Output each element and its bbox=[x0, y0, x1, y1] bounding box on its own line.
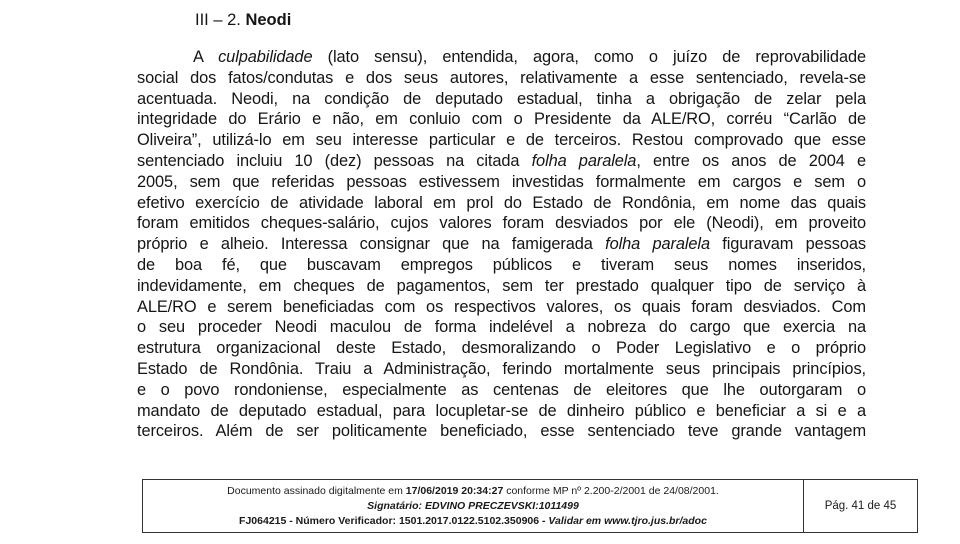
signature-line-1: Documento assinado digitalmente em 17/06/2019 20:34:27 conforme MP nº 2.200-2/2001 de 24/08/2001. bbox=[227, 484, 719, 497]
text-line bbox=[137, 130, 866, 151]
text-run: mandato de deputado estadual, para locupletar-se de dinheiro público e beneficiar a si e a bbox=[137, 401, 866, 420]
text-line bbox=[137, 297, 866, 318]
text-run: de boa fé, que buscavam empregos públicos e tiveram seus nomes inseridos, bbox=[137, 255, 866, 274]
text-run: acentuada. Neodi, na condição de deputado estadual, tinha a obrigação de zelar pela bbox=[137, 89, 866, 108]
validation-link: - Validar em www.tjro.jus.br/adoc bbox=[539, 514, 707, 527]
text-run: Estado de Rondônia. Traiu a Administração, ferindo mortalmente seus principais princípios, bbox=[137, 359, 866, 378]
text-line bbox=[137, 401, 866, 422]
text-run: estrutura organizacional deste Estado, desmoralizando o Poder Legislativo e o próprio bbox=[137, 339, 866, 358]
signature-datetime: 17/06/2019 20:34:27 bbox=[405, 484, 504, 497]
text-line bbox=[137, 276, 866, 297]
paragraph bbox=[137, 47, 866, 442]
text-line bbox=[137, 151, 866, 172]
text-line bbox=[137, 213, 866, 234]
text-run: 2005, sem que referidas pessoas estivessem investidas formalmente em cargos e sem o bbox=[137, 172, 866, 191]
text-line bbox=[137, 234, 866, 255]
text-line bbox=[137, 89, 866, 110]
text-line bbox=[137, 193, 866, 214]
text-line bbox=[137, 380, 866, 401]
text-line bbox=[137, 255, 866, 276]
signature-line-2: Signatário: EDVINO PRECZEVSKI:1011499 bbox=[367, 499, 579, 512]
signature-footer bbox=[142, 479, 918, 533]
italic-term: folha paralela bbox=[605, 235, 710, 254]
text-line bbox=[137, 109, 866, 130]
text-run: terceiros. Além de ser politicamente beneficiado, esse sentenciado teve grande vantagem bbox=[137, 422, 866, 441]
text-run: integridade do Erário e não, em conluio com o Presidente da ALE/RO, corréu “Carlão de bbox=[137, 110, 866, 129]
page-number: Pág. 41 de 45 bbox=[824, 500, 897, 512]
signature-line-3 bbox=[239, 514, 707, 529]
text-run: próprio e alheio. Interessa consignar que na famigerada bbox=[137, 235, 606, 254]
text-run: social dos fatos/condutas e dos seus autores, relativamente a esse sentenciado, revela-se bbox=[137, 68, 866, 87]
text-run: Oliveira”, utilizá-lo em seu interesse particular e de terceiros. Restou comprovado que esse bbox=[137, 131, 866, 150]
verification-number: FJ064215 - Número Verificador: 1501.2017.0122.5102.350906 bbox=[239, 514, 540, 527]
text-line bbox=[137, 359, 866, 380]
text-line bbox=[137, 421, 866, 442]
text-run: indevidamente, em cheques de pagamentos, sem ter prestado qualquer tipo de serviço à bbox=[137, 276, 866, 295]
signature-info bbox=[143, 480, 804, 532]
text-run: , entre os anos de 2004 e bbox=[636, 151, 866, 170]
text-run: figuravam pessoas bbox=[709, 235, 866, 254]
italic-term: folha paralela bbox=[531, 151, 637, 170]
text-run: A bbox=[193, 48, 219, 66]
text-line bbox=[137, 68, 866, 89]
text-run: e o povo rondoniense, especialmente as centenas de eleitores que lhe outorgaram o bbox=[137, 380, 866, 399]
text-line bbox=[137, 338, 866, 359]
section-number: III – 2. bbox=[195, 11, 241, 29]
italic-term: culpabilidade bbox=[218, 48, 313, 66]
text-run: foram emitidos cheques-salário, cujos valores foram desviados por ele (Neodi), em proveito bbox=[137, 214, 866, 233]
section-title: Neodi bbox=[245, 11, 292, 29]
text-run: efetivo exercício de atividade laboral em prol do Estado de Rondônia, em nome das quais bbox=[137, 193, 866, 212]
text-line bbox=[137, 172, 866, 193]
section-heading bbox=[195, 10, 291, 30]
text-run: (lato sensu), entendida, agora, como o juízo de reprovabilidade bbox=[312, 48, 866, 66]
text-run: sentenciado incluiu 10 (dez) pessoas na citada bbox=[137, 151, 532, 170]
text-line bbox=[137, 47, 866, 68]
text-run: o seu proceder Neodi maculou de forma indelével a nobreza do cargo que exercia na bbox=[137, 318, 866, 337]
text-line bbox=[137, 317, 866, 338]
text-run: ALE/RO e serem beneficiadas com os respectivos valores, os quais foram desviados. Com bbox=[137, 297, 866, 316]
signatory-name: EDVINO PRECZEVSKI:1011499 bbox=[424, 499, 579, 512]
